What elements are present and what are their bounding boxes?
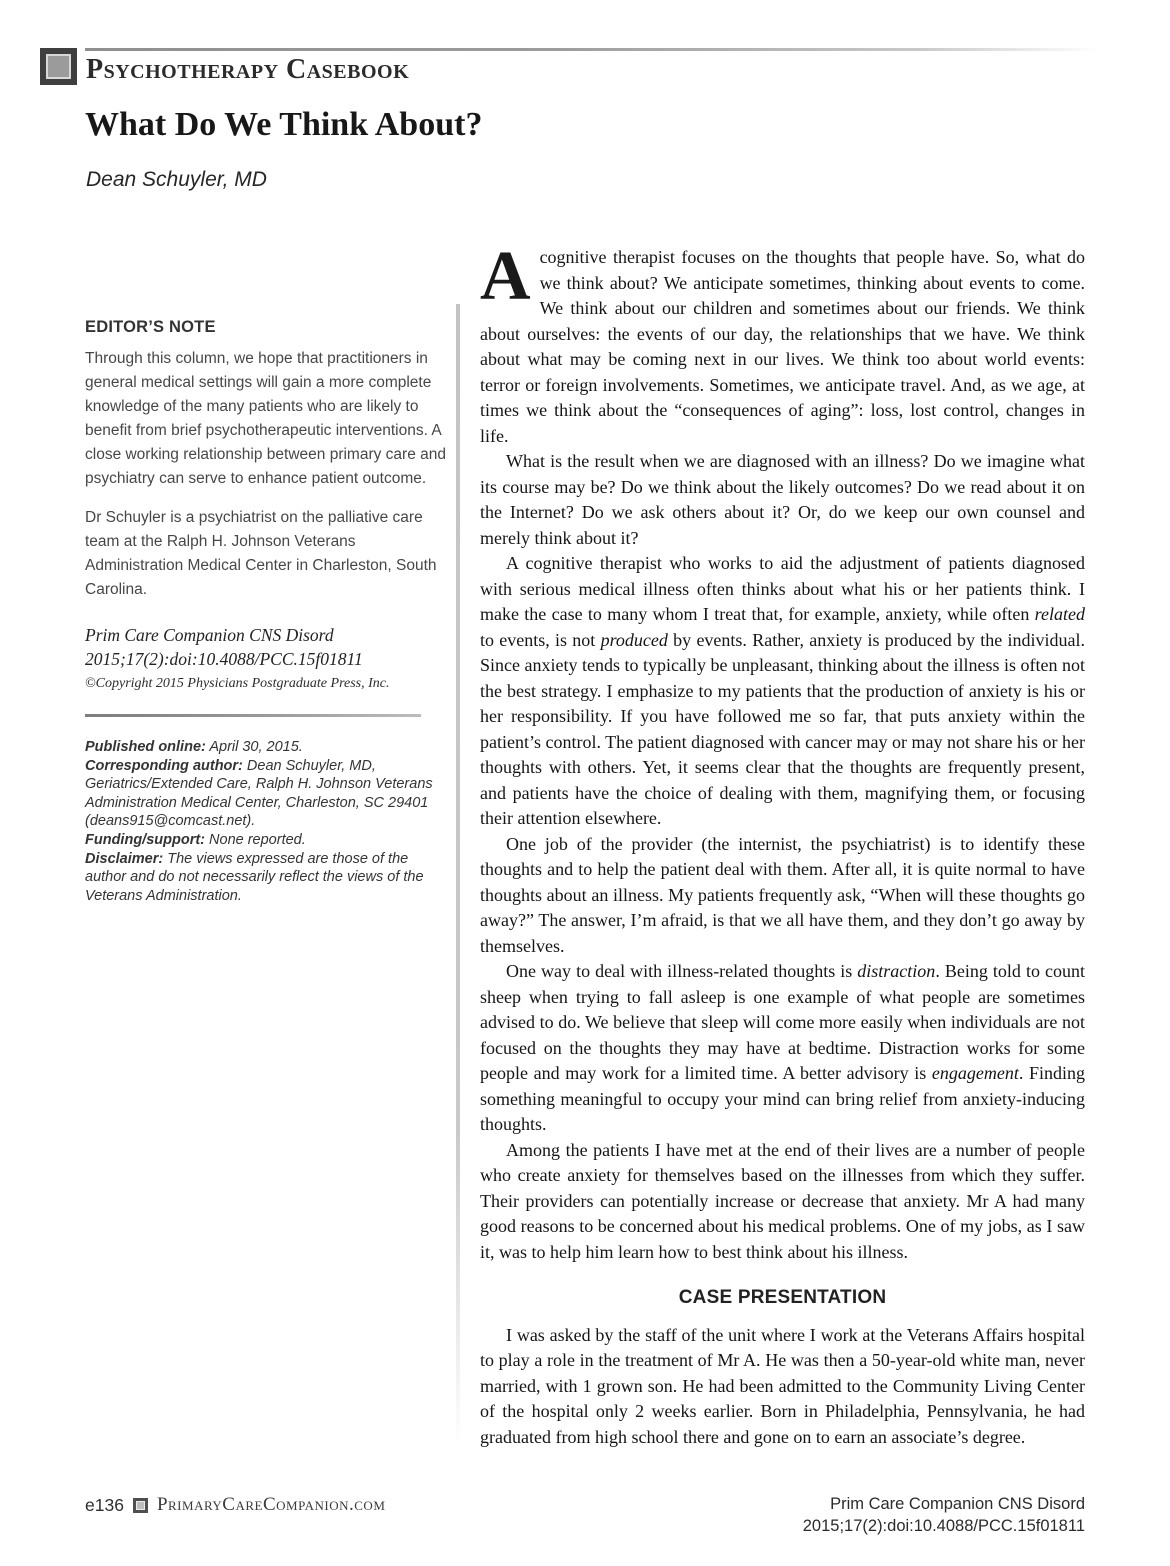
article-paragraph (480, 1138, 1085, 1266)
metadata-value: Dean Schuyler, MD, Geriatrics/Extended Care, Ralph H. Johnson Veterans Administration Medical Center, Charleston, SC 29401 (deans915@comcast.net). (85, 757, 433, 830)
metadata-value: The views expressed are those of the author and do not necessarily reflect the views of the Veterans Administration. (85, 850, 424, 904)
article-paragraph (480, 449, 1085, 551)
section-kicker: Psychotherapy Casebook (86, 54, 410, 85)
funding-line (85, 831, 447, 850)
page-footer (85, 1494, 1085, 1537)
corresponding-author-line (85, 757, 447, 831)
article-paragraph (480, 959, 1085, 1138)
paragraph-text: A cognitive therapist who works to aid the adjustment of patients diagnosed with serious medical illness often thinks about what his or her patients think. I make the case to many whom I treat that, for example, anxiety, while often (480, 553, 1085, 624)
article-paragraph (480, 832, 1085, 960)
footer-citation (803, 1494, 1085, 1537)
case-paragraph: I was asked by the staff of the unit where I work at the Veterans Affairs hospital to play a role in the treatment of Mr A. He was then a 50-year-old white man, never married, with 1 grown son. He had been admitted to the Community Living Center of the hospital only 2 weeks earlier. Born in Philadelphia, Pennsylvania, he had graduated from high school there and gone on to earn an associate’s degree. (480, 1324, 1085, 1447)
journal-logo-inner-square (46, 54, 71, 79)
editors-note-paragraph: Through this column, we hope that practitioners in general medical settings will gain a more complete knowledge of the many patients who are likely to benefit from brief psychotherapeutic interventions. A close working relationship between primary care and psychiatry can serve to enhance patient outcome. (85, 350, 446, 487)
emphasized-text: related (1034, 604, 1085, 624)
journal-logo-icon (40, 48, 77, 85)
page-number: e136 (85, 1494, 124, 1515)
metadata-value: April 30, 2015. (205, 739, 303, 755)
editors-note-paragraph: Dr Schuyler is a psychiatrist on the palliative care team at the Ralph H. Johnson Veterans Administration Medical Center in Charleston, South Carolina. (85, 509, 437, 598)
paragraph-text: One way to deal with illness-related thoughts is (506, 961, 858, 981)
paragraph-text: to events, is not (480, 629, 601, 650)
emphasized-text: produced (600, 629, 668, 650)
paragraph-text: One job of the provider (the internist, the psychiatrist) is to identify these thoughts and to help the patient deal with them. After all, it is quite normal to have thoughts about an illness. My patients frequently ask, “When will these thoughts go away?” The answer, I’m afraid, is that we all have them, and they don’t go away by themselves. (480, 833, 1085, 956)
journal-website: PrimaryCareCompanion.com (156, 1494, 386, 1515)
emphasized-text: engagement (931, 1063, 1019, 1083)
header-rule (85, 48, 1130, 51)
sidebar (85, 318, 447, 905)
metadata-label: Funding/support: (85, 831, 205, 848)
disclaimer-line (85, 850, 447, 906)
column-divider (456, 304, 460, 1449)
article-title: What Do We Think About? (85, 106, 483, 143)
paragraph-text: . Finding something meaningful to occupy your mind can bring relief from anxiety-inducing thoughts. (480, 1063, 1085, 1134)
paragraph-text: Among the patients I have met at the end of their lives are a number of people who create anxiety for themselves based on the illnesses from which they suffer. Their providers can potentially increase or decrease that anxiety. Mr A had many good reasons to be concerned about his medical problems. One of my jobs, as I saw it, was to help him learn how to best think about his illness. (480, 1139, 1085, 1262)
dropcap: A (480, 238, 531, 315)
published-online-line (85, 738, 447, 757)
article-paragraph (480, 551, 1085, 832)
article-paragraphs (480, 449, 1085, 1265)
author-byline: Dean Schuyler, MD (86, 168, 267, 191)
article-lead-paragraph (480, 238, 1085, 449)
editors-note-heading: EDITOR’S NOTE (85, 318, 216, 336)
article-metadata (85, 738, 447, 905)
footer-journal-name: Prim Care Companion CNS Disord (830, 1495, 1085, 1513)
journal-citation: Prim Care Companion CNS Disord 2015;17(2):doi:10.4088/PCC.15f01811 (85, 625, 363, 669)
emphasized-text: distraction (857, 961, 936, 981)
sidebar-divider (85, 714, 421, 717)
case-presentation-heading: CASE PRESENTATION (678, 1287, 887, 1308)
paragraph-text: What is the result when we are diagnosed with an illness? Do we imagine what its course may be? Do we think about the likely outcomes? Do we read about it on the Internet? Do we ask others about it? Or, do we keep our own counsel and merely think about it? (480, 451, 1085, 548)
footer-journal-doi: 2015;17(2):doi:10.4088/PCC.15f01811 (802, 1516, 1085, 1535)
metadata-label: Disclaimer: (85, 850, 164, 867)
footer-left (85, 1494, 385, 1516)
footer-logo-icon (133, 1498, 148, 1513)
article-body (480, 238, 1086, 1450)
metadata-value: None reported. (205, 831, 306, 848)
metadata-label: Published online: (85, 739, 206, 755)
paragraph-text: by events. Rather, anxiety is produced by the individual. Since anxiety tends to typically be unpleasant, thinking about the illness is often not the best strategy. I emphasize to my patients that the production of anxiety is his or her responsibility. If you have followed me so far, that puts anxiety within the patient’s control. The patient diagnosed with cancer may or may not share his or her thoughts with others. Yet, it seems clear that the thoughts are frequently present, and patients have the choice of dealing with them, magnifying them, or focusing their attention elsewhere. (480, 629, 1086, 828)
metadata-label: Corresponding author: (85, 757, 243, 774)
footer-logo-inner-square (136, 1501, 145, 1510)
copyright-line: ©Copyright 2015 Physicians Postgraduate Press, Inc. (85, 676, 390, 691)
lead-text: cognitive therapist focuses on the thoughts that people have. So, what do we think about? We anticipate sometimes, thinking about events to come. We think about our children and sometimes about our friends. We think about ourselves: the events of our day, the relationships that we have. We think about what may be coming next in our lives. We think too about world events: terror or foreign involvements. Sometimes, we anticipate travel. And, as we age, at times we think about the “consequences of aging”: loss, lost control, changes in life. (480, 247, 1085, 446)
paragraph-text: . Being told to count sheep when trying to fall asleep is one example of what people are sometimes advised to do. We believe that sleep will come more easily when individuals are not focused on the thoughts they may have at bedtime. Distraction works for some people and may work for a limited time. A better advisory is (480, 961, 1085, 1083)
